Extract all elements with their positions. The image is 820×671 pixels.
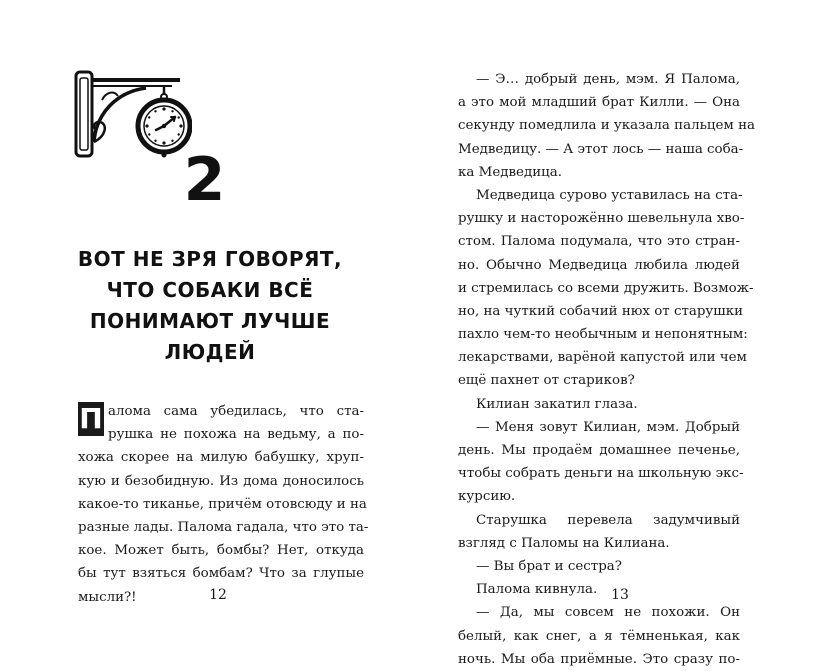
text-line: но, на чуткий собачий нюх от старушки (458, 303, 744, 319)
text-line: рушка не похожа на ведьму, а по- (108, 427, 364, 443)
text-line: Килиан закатил глаза. (476, 396, 638, 412)
chapter-title-line: ПОНИМАЮТ ЛУЧШЕ (89, 309, 331, 333)
left-body-text (78, 400, 369, 609)
text-line: кую и безобидную. Из дома доносилось (78, 473, 364, 489)
text-line: алома сама убедилась, что ста- (108, 404, 364, 419)
chapter-number: 2 (183, 145, 227, 215)
text-line: и стремилась со всеми дружить. Возмож- (458, 280, 754, 296)
text-line: пахло чем-то необычным и непонятным: (458, 327, 748, 343)
text-line: день. Мы продаём домашнее печенье, (458, 443, 740, 458)
text-line: Старушка перевела задумчивый (476, 512, 740, 528)
text-line: — Вы брат и сестра? (476, 558, 622, 574)
text-line: кое. Может быть, бомбы? Нет, откуда (78, 543, 364, 559)
text-line: но. Обычно Медведица любила людей (458, 257, 740, 273)
text-line: Медведица сурово уставилась на ста- (476, 187, 743, 203)
text-line: секунду помедлила и указала пальцем на (458, 118, 755, 134)
text-line: мысли?! (78, 589, 137, 605)
text-line: — Да, мы совсем не похожи. Он (476, 605, 740, 621)
text-line: белый, как снег, а я тёмненькая, как (458, 628, 740, 644)
text-line: чтобы собрать деньги на школьную экс- (458, 466, 744, 482)
right-page (410, 0, 820, 667)
text-line: хожа скорее на милую бабушку, хруп- (78, 450, 364, 466)
text-line: какое-то тиканье, причём отовсюду и на (78, 496, 367, 512)
chapter-title-line: ЧТО СОБАКИ ВСЁ (106, 278, 314, 302)
page-number: 12 (209, 587, 227, 603)
drop-cap: П (79, 402, 103, 435)
chapter-title (60, 244, 360, 368)
text-line: Медведицу. — А этот лось — наша соба- (458, 141, 744, 157)
text-line: стом. Палома подумала, что это стран- (458, 234, 740, 250)
chapter-title-line: ВОТ НЕ ЗРЯ ГОВОРЯТ, (77, 247, 343, 271)
text-line: курсию. (458, 489, 516, 505)
text-line: разные лады. Палома гадала, что это та- (78, 519, 369, 535)
text-line: взгляд с Паломы на Килиана. (458, 535, 670, 551)
right-body-text (458, 68, 755, 671)
page-number: 13 (611, 587, 629, 603)
left-page (0, 0, 410, 662)
text-line: Палома кивнула. (476, 582, 598, 598)
text-line: — Меня зовут Килиан, мэм. Добрый (476, 419, 740, 435)
chapter-title-line: ЛЮДЕЙ (164, 340, 256, 364)
text-line: рушку и насторожённо шевельнула хво- (458, 211, 745, 227)
text-line: ка Медведица. (458, 164, 562, 180)
text-line: ночь. Мы оба приёмные. Это сразу по- (458, 651, 740, 667)
text-line: а это мой младший брат Килли. — Она (458, 95, 740, 111)
text-line: лекарствами, варёной капустой или чем (458, 350, 747, 366)
text-line: — Э… добрый день, мэм. Я Палома, (476, 72, 740, 87)
text-line: ещё пахнет от стариков? (458, 373, 635, 389)
text-line: бы тут взяться бомбам? Что за глупые (78, 566, 364, 582)
